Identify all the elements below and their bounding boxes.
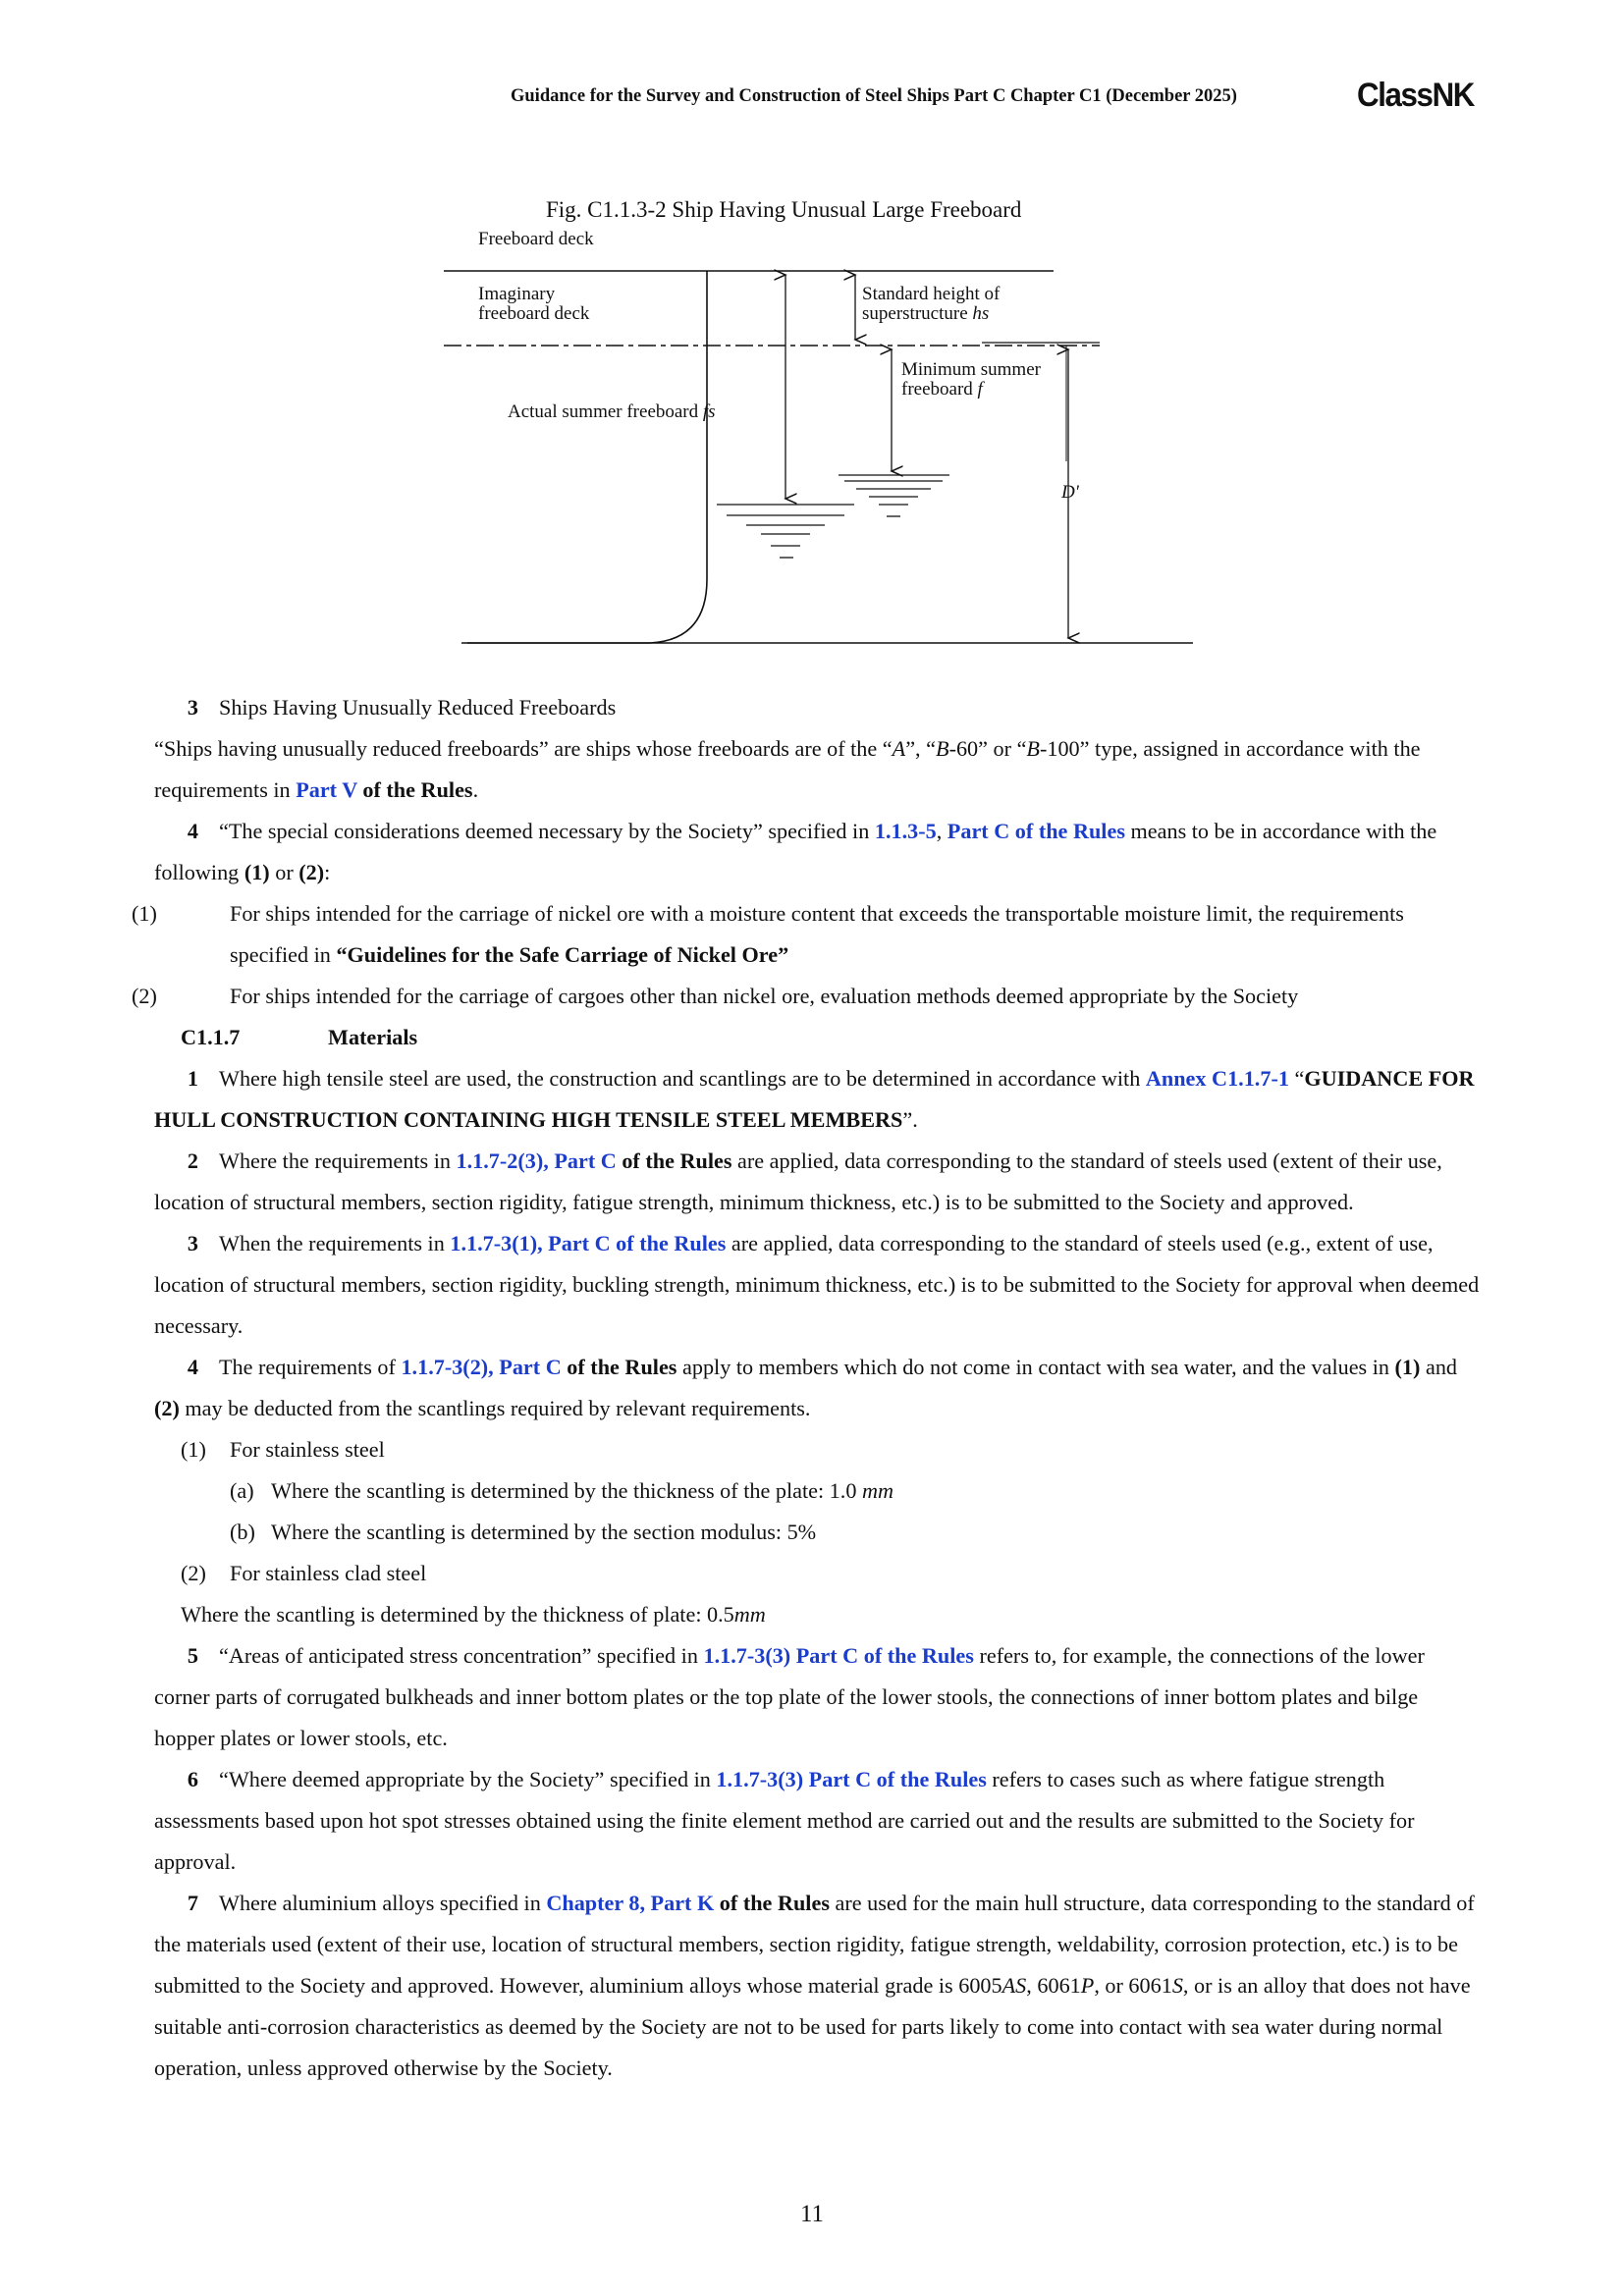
label-actual-var: fs: [702, 401, 716, 422]
svg-text:superstructure hs: [862, 303, 989, 324]
actual-waterline: [717, 505, 854, 558]
classnk-logo: ClassNK: [1357, 77, 1474, 114]
materials-para-3: 3 When the requirements in 1.1.7-3(1), Part C of the Rules are applied, data corresponding to the standard of steels used (e.g., extent of use, location of structural members, section rigidity, buckling strength, minimum thickness, etc.) is to be submitted to the Society for approval when deemed necessary.: [154, 1231, 1480, 1338]
materials-para-5: 5 “Areas of anticipated stress concentration” specified in 1.1.7-3(3) Part C of the Rules refers to, for example, the connections of the lower corner parts of corrugated bulkheads and inner bottom plates or the top plate of the lower stools, the connections of inner bottom plates and bilge hopper plates or lower stools, etc.: [154, 1643, 1425, 1750]
page-header: [511, 77, 1483, 120]
materials-para-4-item-2-body: Where the scantling is determined by the thickness of plate: 0.5mm: [181, 1602, 766, 1627]
link-1-1-7-3-1[interactable]: 1.1.7-3(1), Part C of the Rules: [450, 1231, 727, 1255]
materials-para-7: 7 Where aluminium alloys specified in Chapter 8, Part K of the Rules are used for the main hull structure, data corresponding to the standard of the materials used (extent of their use, location of structural members, section rigidity, fatigue strength, weldability, corrosion protection, etc.) is to be submitted to the Society and approved. However, aluminium alloys whose material grade is 6005AS, 6061P, or 6061S, or is an alloy that does not have suitable anti-corrosion characteristics as deemed by the Society are not to be used for parts likely to come into contact with sea water during normal operation, unless approved otherwise by the Society.: [154, 1891, 1475, 2080]
label-minimum-2: freeboard: [901, 379, 973, 400]
link-1-1-7-3-3-b[interactable]: 1.1.7-3(3) Part C of the Rules: [716, 1767, 987, 1791]
label-minimum-1: Minimum summer: [901, 359, 1041, 380]
link-1-1-7-2-3[interactable]: 1.1.7-2(3), Part C: [456, 1148, 617, 1173]
figure-title: Fig. C1.1.3-2 Ship Having Unusual Large Freeboard: [546, 197, 1022, 222]
link-chapter-8-part-k[interactable]: Chapter 8, Part K: [546, 1891, 715, 1915]
materials-para-6: 6 “Where deemed appropriate by the Society” specified in 1.1.7-3(3) Part C of the Rules refers to cases such as where fatigue strength assessments based upon hot spot stresses obtained using the finite element method are carried out and the results are submitted to the Society for approval.: [154, 1767, 1415, 1874]
link-annex-c1-1-7-1[interactable]: Annex C1.1.7-1: [1145, 1066, 1289, 1091]
materials-para-4-item-1b: (b) Where the scantling is determined by the section modulus: 5%: [230, 1520, 817, 1544]
label-standard-1: Standard height of: [862, 284, 1001, 304]
link-part-c-rules[interactable]: Part C of the Rules: [947, 819, 1125, 843]
body-text: [132, 687, 1480, 2089]
header-title: Guidance for the Survey and Construction of Steel Ships Part C Chapter C1 (December 2025): [511, 86, 1237, 106]
label-standard-2: superstructure: [862, 303, 968, 324]
link-1-1-3-5[interactable]: 1.1.3-5: [874, 819, 937, 843]
materials-para-2: 2 Where the requirements in 1.1.7-2(3), Part C of the Rules are applied, data corresponding to the standard of steels used (extent of their use, location of structural members, section rigidity, fatigue strength, minimum thickness, etc.) is to be submitted to the Society and approved.: [154, 1148, 1442, 1214]
label-depth: D': [1061, 482, 1079, 503]
materials-para-4-item-2: (2) For stainless clad steel: [181, 1561, 427, 1585]
section-heading: C1.1.7 Materials: [181, 1025, 418, 1049]
label-imaginary-1: Imaginary: [478, 284, 556, 304]
freeboard-figure: [432, 218, 1208, 650]
page-number: 11: [799, 2201, 825, 2227]
svg-text:Actual summer freeboard fs: [508, 401, 716, 422]
para-3-heading: 3 Ships Having Unusually Reduced Freeboards: [187, 695, 617, 720]
link-1-1-7-3-2[interactable]: 1.1.7-3(2), Part C: [401, 1355, 562, 1379]
label-freeboard-deck: Freeboard deck: [478, 229, 594, 249]
materials-para-4-item-1: (1) For stainless steel: [181, 1437, 385, 1462]
materials-para-4: 4 The requirements of 1.1.7-3(2), Part C of the Rules apply to members which do not come in contact with sea water, and the values in (1) and (2) may be deducted from the scantlings required by relevant requirements.: [154, 1355, 1458, 1420]
minimum-waterline: [839, 475, 949, 516]
label-imaginary-2: freeboard deck: [478, 303, 590, 324]
para-4: 4 “The special considerations deemed necessary by the Society” specified in 1.1.3-5, Part C of the Rules means to be in accordance with the following (1) or (2):: [154, 819, 1437, 884]
link-1-1-7-3-3-a[interactable]: 1.1.7-3(3) Part C of the Rules: [703, 1643, 974, 1668]
para-4-item-1: (1) For ships intended for the carriage of nickel ore with a moisture content that exceeds the transportable moisture limit, the requirements specified in “Guidelines for the Safe Carriage of Nickel Ore”: [132, 901, 1404, 967]
materials-para-1: 1 Where high tensile steel are used, the construction and scantlings are to be determined in accordance with Annex C1.1.7-1 “GUIDANCE FOR HULL CONSTRUCTION CONTAINING HIGH TENSILE STEEL MEMBERS”.: [154, 1066, 1475, 1132]
hull-profile: [467, 271, 707, 643]
label-minimum-var: f: [977, 379, 983, 400]
label-actual: Actual summer freeboard: [508, 401, 699, 422]
para-3-body: “Ships having unusually reduced freeboards” are ships whose freeboards are of the “A”, “B-60” or “B-100” type, assigned in accordance with the requirements in Part V of the Rules.: [154, 736, 1421, 802]
label-standard-var: hs: [972, 303, 990, 324]
para-4-item-2: (2) For ships intended for the carriage of cargoes other than nickel ore, evaluation methods deemed appropriate by the Society: [132, 984, 1299, 1008]
svg-text:freeboard f: [901, 379, 986, 400]
materials-para-4-item-1a: (a) Where the scantling is determined by the thickness of the plate: 1.0 mm: [230, 1478, 894, 1503]
link-part-v[interactable]: Part V: [296, 777, 357, 802]
